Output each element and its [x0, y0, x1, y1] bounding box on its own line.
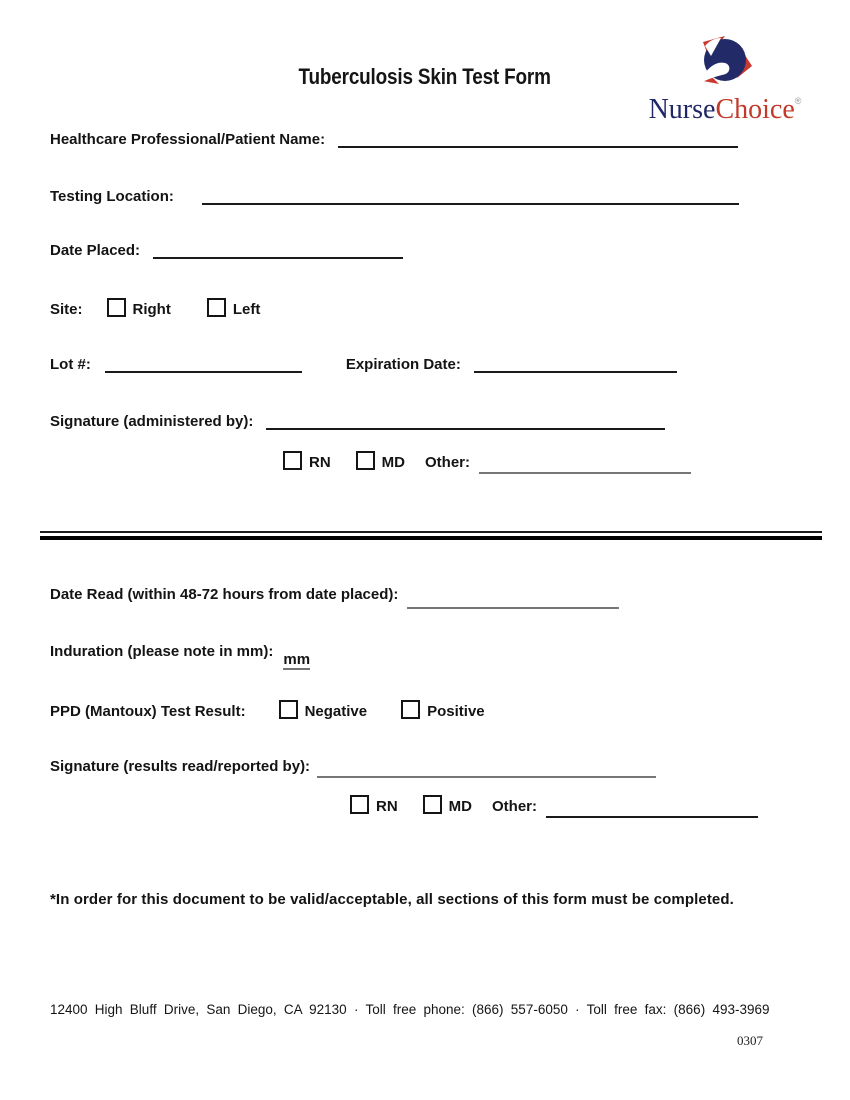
- site-left-checkbox[interactable]: [207, 298, 226, 317]
- footer-fax: Toll free fax: (866) 493-3969: [586, 1002, 770, 1017]
- result-positive-checkbox[interactable]: [401, 700, 420, 719]
- form-code: 0307: [737, 1033, 763, 1048]
- patient-name-input-line[interactable]: [338, 132, 738, 148]
- induration-unit-label: mm: [283, 651, 311, 668]
- signature-administered-row: [50, 412, 665, 432]
- md-checkbox-2[interactable]: [423, 795, 442, 814]
- md-checkbox-1[interactable]: [356, 451, 375, 470]
- footer-separator-2: ·: [575, 1002, 580, 1017]
- signature-administered-input-line[interactable]: [266, 414, 665, 430]
- expiration-date-input-line[interactable]: [474, 357, 677, 373]
- rn-checkbox-1[interactable]: [283, 451, 302, 470]
- signature-administered-label: Signature (administered by):: [50, 413, 254, 430]
- other-label-1: Other:: [425, 454, 470, 471]
- other-input-line-1[interactable]: [479, 458, 691, 474]
- md-label-1: MD: [381, 454, 405, 471]
- result-negative-label: Negative: [304, 703, 368, 720]
- date-placed-row: [50, 241, 403, 261]
- footer-contact-line: [50, 1002, 802, 1017]
- registered-trademark-icon: ®: [794, 96, 802, 106]
- nursechoice-wordmark: [640, 88, 810, 123]
- lot-expiration-row: [50, 355, 677, 375]
- induration-row: [50, 642, 310, 669]
- ppd-result-row: [50, 700, 485, 722]
- footer-separator-1: ·: [353, 1002, 359, 1017]
- induration-input-line[interactable]: [283, 651, 310, 670]
- result-negative-checkbox[interactable]: [279, 700, 298, 719]
- site-right-checkbox[interactable]: [107, 298, 126, 317]
- signature-results-row: [50, 757, 656, 778]
- validity-note: *In order for this document to be valid/acceptable, all sections of this form must be completed.: [50, 891, 734, 908]
- md-label-2: MD: [448, 798, 472, 815]
- other-label-2: Other:: [492, 798, 537, 815]
- date-placed-label: Date Placed:: [50, 242, 141, 259]
- credentials-row-1: [283, 451, 691, 474]
- site-label: Site:: [50, 301, 83, 318]
- lot-number-label: Lot #:: [50, 356, 91, 373]
- ppd-result-label: PPD (Mantoux) Test Result:: [50, 703, 246, 720]
- date-read-input-line[interactable]: [407, 593, 619, 609]
- result-positive-label: Positive: [427, 703, 485, 720]
- testing-location-input-line[interactable]: [202, 189, 739, 205]
- other-input-line-2[interactable]: [546, 802, 758, 818]
- footer-address: 12400 High Bluff Drive, San Diego, CA 92130: [50, 1002, 347, 1017]
- rn-label-1: RN: [309, 454, 331, 471]
- footer-phone: Toll free phone: (866) 557-6050: [365, 1002, 568, 1017]
- credentials-row-2: [350, 795, 758, 818]
- nursechoice-logo-icon: [697, 36, 753, 88]
- logo-word-choice: Choice: [715, 94, 795, 125]
- patient-name-label: Healthcare Professional/Patient Name:: [50, 131, 326, 148]
- site-row: [50, 298, 260, 320]
- nursechoice-logo: [640, 36, 810, 128]
- page-title: Tuberculosis Skin Test Form: [298, 64, 552, 89]
- section-divider: [40, 531, 822, 540]
- date-read-row: [50, 585, 619, 609]
- expiration-date-label: Expiration Date:: [345, 356, 461, 373]
- induration-label: Induration (please note in mm):: [50, 643, 274, 660]
- patient-name-row: [50, 130, 738, 150]
- rn-label-2: RN: [376, 798, 398, 815]
- testing-location-label: Testing Location:: [50, 188, 174, 205]
- lot-number-input-line[interactable]: [105, 357, 302, 373]
- logo-word-nurse: Nurse: [648, 94, 716, 125]
- site-left-label: Left: [232, 301, 261, 318]
- rn-checkbox-2[interactable]: [350, 795, 369, 814]
- date-placed-input-line[interactable]: [153, 243, 403, 259]
- signature-results-label: Signature (results read/reported by):: [50, 758, 311, 775]
- signature-results-input-line[interactable]: [317, 762, 656, 778]
- date-read-label: Date Read (within 48-72 hours from date placed):: [50, 586, 399, 603]
- site-right-label: Right: [132, 301, 171, 318]
- testing-location-row: [50, 187, 739, 207]
